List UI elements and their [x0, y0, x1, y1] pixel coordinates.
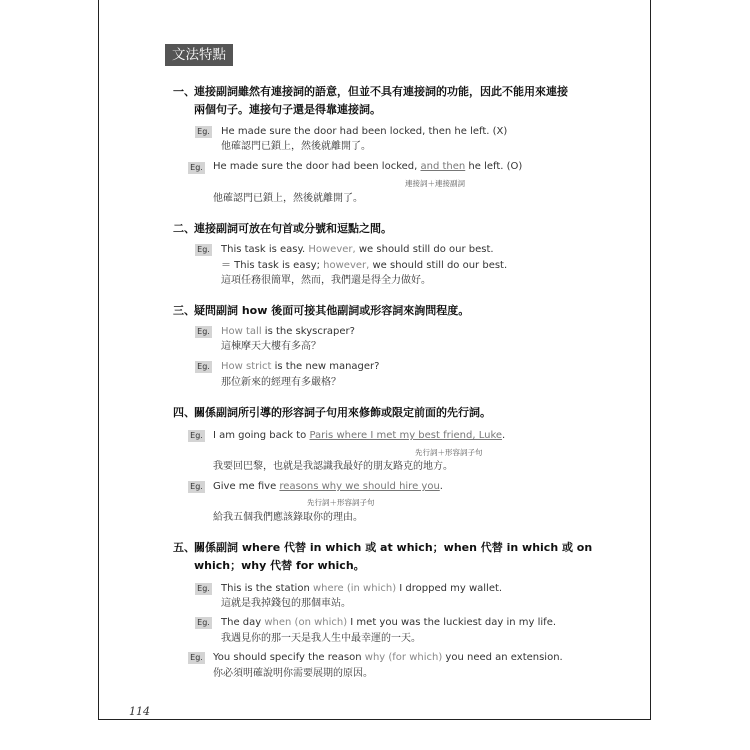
example-translation: 給我五個我們應該錄取你的理由。 — [213, 512, 363, 523]
rule-4-number: 四、 — [173, 406, 195, 419]
example-translation: 那位新來的經理有多嚴格？ — [221, 377, 341, 388]
example-translation: 這棟摩天大樓有多高？ — [221, 341, 321, 352]
rule-4-heading — [173, 405, 491, 420]
highlight-phrase: Paris where I met my best friend, Luke — [309, 430, 503, 441]
example-sentence-equivalent: ＝ This task is easy; however, we should still do our best. — [221, 260, 508, 271]
highlight-phrase: and then — [420, 161, 466, 172]
grammar-note: 先行詞＋形容詞子句 — [307, 498, 375, 507]
rule-2-heading — [173, 221, 392, 236]
eg-badge: Eg. — [195, 326, 212, 338]
eg-badge: Eg. — [195, 583, 212, 595]
rule-1-heading — [173, 84, 568, 116]
eg-badge: Eg. — [188, 481, 205, 493]
eg-badge: Eg. — [188, 162, 205, 174]
example-translation: 這項任務很簡單，然而，我們還是得全力做好。 — [221, 275, 431, 286]
example-sentence: How tall is the skyscraper? — [221, 326, 355, 337]
grammar-note: 先行詞＋形容詞子句 — [415, 448, 483, 457]
rule-2-line1: 連接副詞可放在句首或分號和逗點之間。 — [194, 222, 392, 235]
example-translation: 你必須明確說明你需要展期的原因。 — [213, 668, 373, 679]
page-number: 114 — [129, 705, 150, 718]
rule-5-line2: which；why 代替 for which。 — [194, 559, 365, 572]
example-sentence: This task is easy. However, we should still do our best. — [221, 244, 494, 255]
section-title: 文法特點 — [165, 44, 233, 66]
example-sentence: I am going back to Paris where I met my best friend, Luke. — [213, 430, 506, 441]
rule-3-heading — [173, 303, 470, 318]
example-sentence: Give me five reasons why we should hire you. — [213, 481, 443, 492]
example-translation: 我遇見你的那一天是我人生中最幸運的一天。 — [221, 633, 421, 644]
rule-4-line1: 關係副詞所引導的形容詞子句用來修飾或限定前面的先行詞。 — [194, 406, 491, 419]
example-sentence: The day when (on which) I met you was the luckiest day in my life. — [221, 617, 557, 628]
example-sentence: You should specify the reason why (for which) you need an extension. — [213, 652, 563, 663]
example-sentence: This is the station where (in which) I dropped my wallet. — [221, 583, 503, 594]
rule-2-number: 二、 — [173, 222, 195, 235]
rule-5-heading — [173, 540, 593, 572]
eg-badge: Eg. — [195, 244, 212, 256]
rule-3-number: 三、 — [173, 304, 195, 317]
eg-badge: Eg. — [188, 652, 205, 664]
book-page — [98, 0, 651, 720]
rule-1-line2: 兩個句子。連接句子還是得靠連接詞。 — [194, 103, 381, 116]
grammar-note: 連接詞＋連接副詞 — [405, 179, 465, 188]
rule-5-number: 五、 — [173, 541, 195, 554]
highlight-phrase: reasons why we should hire you — [279, 481, 440, 492]
example-sentence: He made sure the door had been locked, then he left. (X) — [221, 126, 508, 137]
rule-1-number: 一、 — [173, 85, 195, 98]
eg-badge: Eg. — [195, 361, 212, 373]
example-translation: 這就是我掉錢包的那個車站。 — [221, 598, 351, 609]
eg-badge: Eg. — [195, 126, 212, 138]
rule-3-line1: 疑問副詞 how 後面可接其他副詞或形容詞來詢問程度。 — [194, 304, 470, 317]
example-translation: 他確認門已鎖上，然後就離開了。 — [213, 193, 363, 204]
eg-badge: Eg. — [195, 617, 212, 629]
example-sentence: How strict is the new manager? — [221, 361, 380, 372]
example-translation: 他確認門已鎖上，然後就離開了。 — [221, 141, 371, 152]
example-sentence: He made sure the door had been locked, and then he left. (O) — [213, 161, 523, 172]
example-translation: 我要回巴黎，也就是我認識我最好的朋友路克的地方。 — [213, 461, 453, 472]
rule-5-line1: 關係副詞 where 代替 in which 或 at which；when 代替 in which 或 on — [194, 541, 593, 554]
rule-1-line1: 連接副詞雖然有連接詞的語意，但並不具有連接詞的功能，因此不能用來連接 — [194, 85, 568, 98]
eg-badge: Eg. — [188, 430, 205, 442]
